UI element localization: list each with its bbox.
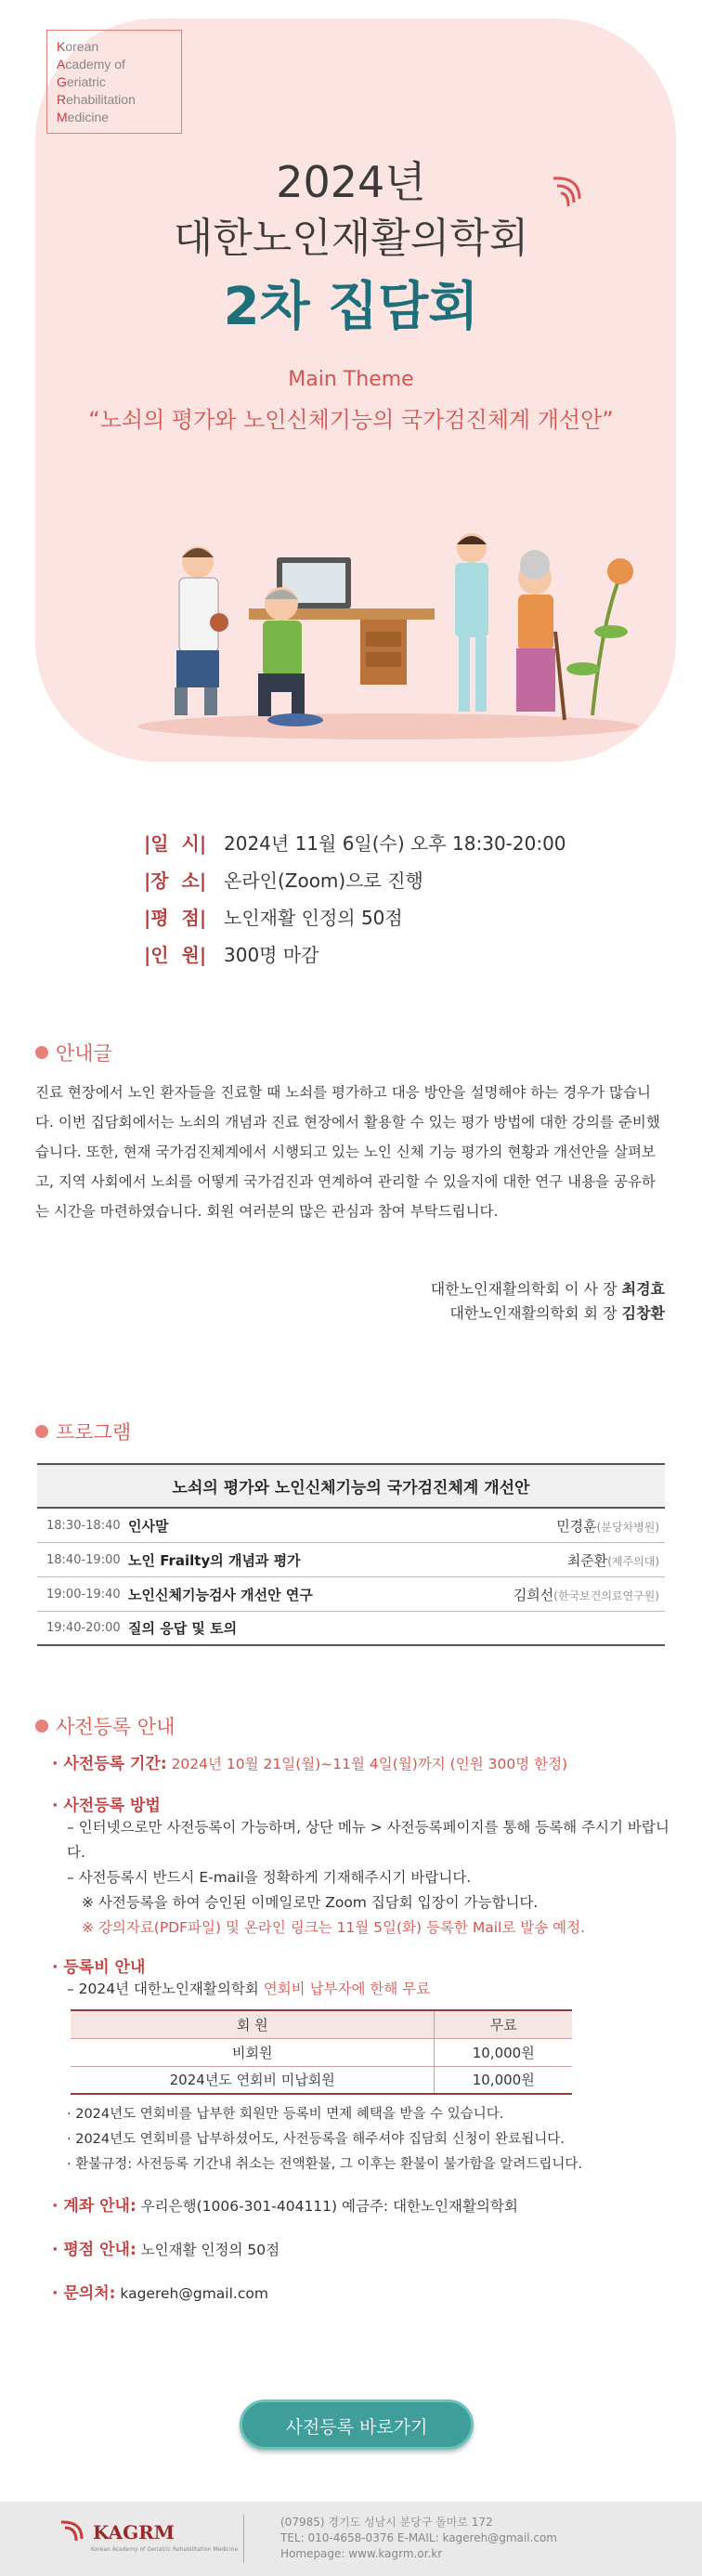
program-row: 18:40-19:00 노인 Frailty의 개념과 평가 최준환(제주의대) — [37, 1543, 665, 1577]
intro-body: 진료 현장에서 노인 환자들을 진료할 때 노쇠를 평가하고 대응 방안을 설명해야 하는 경우가 많습니다. 이번 집담회에서는 노쇠의 개념과 진료 현장에서 활용할 수 있는 평가 방법에 대한 강의를 준비했습니다. 또한, 현재 국가검진체계에서 시행되고 있는 노인 신체 기능 평가의 현황과 개선안을 살펴보고, 지역 사회에서 노쇠를 어떻게 국가검진과 연계하여 관리할 수 있을지에 대한 연구 내용을 공유하는 시간을 마련하였습니다. 회원 여러분의 많은 관심과 참여 부탁드립니다. — [35, 1084, 660, 1220]
academy-logo: Korean Academy of Geriatric Rehabilitation Medicine — [46, 30, 182, 134]
program-table-header: 노쇠의 평가와 노인신체기능의 국가검진체계 개선안 — [37, 1463, 665, 1509]
footer — [0, 2502, 702, 2576]
method-line: ※ 사전등록을 하여 승인된 이메일로만 Zoom 집담회 입장이 가능합니다. — [82, 1894, 539, 1911]
doctor-patient-illustration — [119, 520, 657, 743]
hero-organization: 대한노인재활의학회 — [173, 215, 529, 262]
registration-period: · 사전등록 기간: 2024년 10월 21일(월)~11월 4일(월)까지 (인원 300명 한정) — [52, 1755, 568, 1773]
program-row: 19:40-20:00 질의 응답 및 토의 — [37, 1612, 665, 1646]
logo-swirl-icon — [548, 173, 585, 219]
signature-chairman: 대한노인재활의학회 이 사 장 최경효 — [430, 1280, 665, 1298]
info-venue: |장 소| 온라인(Zoom)으로 진행 — [144, 869, 423, 892]
registration-details — [52, 1750, 674, 2303]
footer-divider — [243, 2515, 244, 2563]
program-row: 19:00-19:40 노인신체기능검사 개선안 연구 김희선(한국보건의료연구원) — [37, 1577, 665, 1612]
method-line: – 사전등록시 반드시 E-mail을 정확하게 기재해주시기 바랍니다. — [67, 1869, 472, 1886]
fee-title: · 등록비 안내 — [52, 1958, 146, 1977]
logo-swirl-icon — [58, 2518, 85, 2546]
hero-theme-label: Main Theme — [288, 368, 414, 391]
info-capacity: |인 원| 300명 마감 — [144, 943, 319, 966]
bank-account: · 계좌 안내: 우리은행(1006-301-404111) 예금주: 대한노인재활의학회 — [52, 2197, 518, 2216]
preregistration-button[interactable]: 사전등록 바로가기 — [240, 2399, 474, 2450]
event-info — [144, 823, 566, 972]
registration-method-title: · 사전등록 방법 — [52, 1797, 161, 1815]
hero-theme: “노쇠의 평가와 노인신체기능의 국가검진체계 개선안” — [88, 407, 614, 433]
signature-president: 대한노인재활의학회 회 장 김창환 — [449, 1304, 665, 1322]
fee-note-line: · 2024년도 연회비를 납부한 회원만 등록비 면제 혜택을 받을 수 있습니다. — [67, 2107, 504, 2122]
program-section-title: 프로그램 — [35, 1418, 131, 1445]
registration-section-title: 사전등록 안내 — [35, 1712, 175, 1740]
footer-address: (07985) 경기도 성남시 분당구 돌마로 172 TEL: 010-4658-0376 E-MAIL: kagereh@gmail.com Homepage: www.kagrm.or.kr — [280, 2516, 557, 2560]
fee-note-line: · 2024년도 연회비를 납부하셨어도, 사전등록을 해주셔야 집담회 신청이 완료됩니다. — [67, 2132, 565, 2147]
hero-year: 2024년 — [276, 157, 426, 207]
fee-note: – 2024년 대한노인재활의학회 연회비 납부자에 한해 무료 — [67, 1981, 431, 1997]
info-credit: |평 점| 노인재활 인정의 50점 — [144, 906, 403, 929]
fee-note-line: · 환불규정: 사전등록 기간내 취소는 전액환불, 그 이후는 환불이 불가함을 알려드립니다. — [67, 2157, 583, 2172]
fee-table: 회 원 무료 비회원 10,000원 2024년도 연회비 미납회원 10,000원 — [71, 2009, 572, 2095]
info-date: |일 시| 2024년 11월 6일(수) 오후 18:30-20:00 — [144, 831, 566, 855]
footer-logo: KAGRM Korean Academy of Geriatric Rehabilitation Medicine — [58, 2518, 175, 2546]
bullet-dot-icon — [35, 1425, 48, 1438]
program-table — [37, 1463, 665, 1646]
credit-info: · 평점 안내: 노인재활 인정의 50점 — [52, 2241, 280, 2259]
bullet-dot-icon — [35, 1046, 48, 1059]
hero-session-title: 2차 집담회 — [223, 277, 479, 337]
contact-info: · 문의처: kagereh@gmail.com — [52, 2284, 268, 2303]
intro-section-title: 안내글 — [35, 1039, 112, 1066]
method-line: ※ 강의자료(PDF파일) 및 온라인 링크는 11월 5일(화) 등록한 Mail로 발송 예정. — [82, 1919, 585, 1936]
method-line: – 인터넷으로만 사전등록이 가능하며, 상단 메뉴 > 사전등록페이지를 통해 등록해 주시기 바랍니다. — [67, 1819, 670, 1861]
bullet-dot-icon — [35, 1720, 48, 1733]
program-row: 18:30-18:40 인사말 민경훈(분당차병원) — [37, 1509, 665, 1543]
